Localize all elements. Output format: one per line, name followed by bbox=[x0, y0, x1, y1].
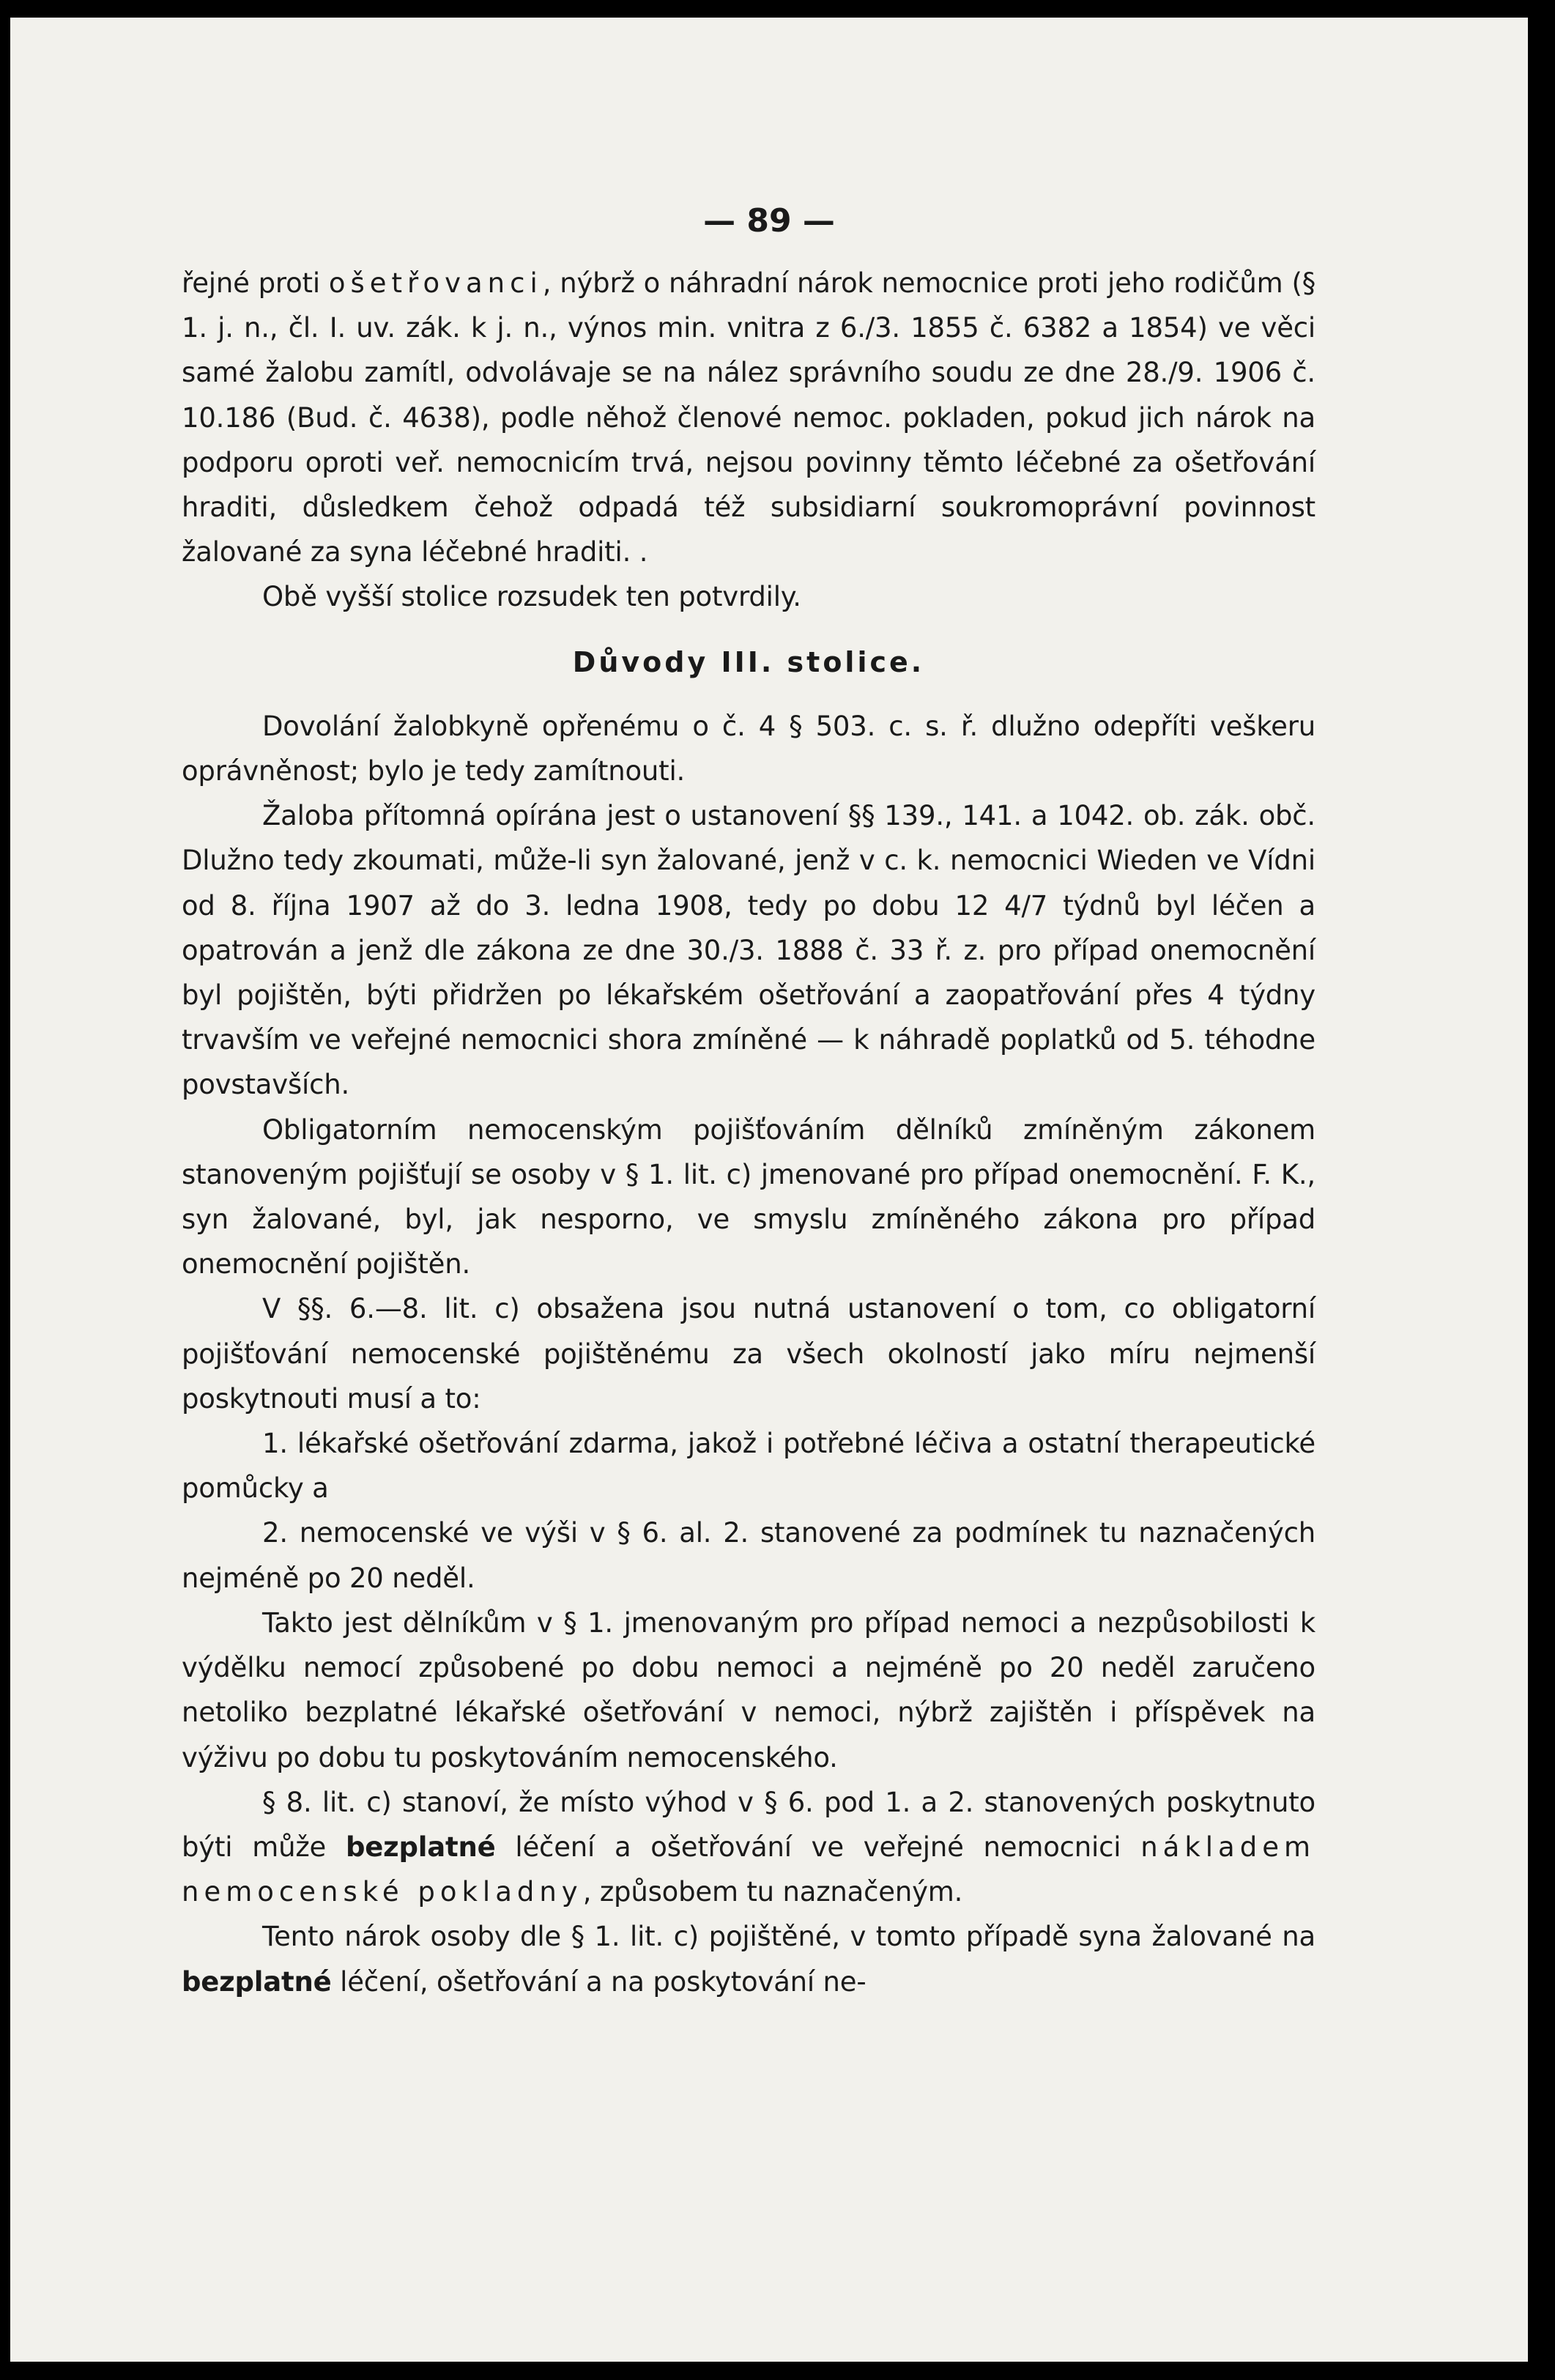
p9-text-b: léčení, ošetřování a na poskytování ne- bbox=[331, 1965, 866, 1998]
list-item-2: 2. nemocenské ve výši v § 6. al. 2. stanovené za podmínek tu naznačených nejméně po 20 neděl. bbox=[182, 1517, 1315, 1594]
intro-rest: , nýbrž o náhradní nárok nemocnice proti jeho rodičům (§ 1. j. n., čl. I. uv. zák. k j. n., výnos min. vnitra z 6./3. 1855 č. 6382 a 1854) ve věci samé žalobu zamítl, odvolávaje se na nález správního soudu ze dne 28./9. 1906 č. 10.186 (Bud. č. 4638), podle něhož členové nemoc. pokladen, pokud jich nárok na podporu oproti veř. nemocnicím trvá, nejsou povinny těmto léčebné za ošetřování hraditi, důsledkem čehož odpadá též subsidiarní soukromoprávní povinnost žalované za syna léčebné hraditi. . bbox=[182, 267, 1315, 568]
intro-spaced-word: ošetřovanci bbox=[328, 267, 543, 299]
paragraph-3: Obligatorním nemocenským pojišťováním dělníků zmíněným zákonem stanoveným pojišťují se osoby v § 1. lit. c) jmenované pro případ onemocnění. F. K., syn žalované, byl, jak nesporno, ve smyslu zmíněného zákona pro případ onemocnění pojištěn. bbox=[182, 1113, 1315, 1280]
page-number: — 89 — bbox=[703, 202, 835, 240]
p8-text-b: léčení a ošetřování ve veřejné nemocnici bbox=[495, 1831, 1141, 1863]
list-item-1: 1. lékařské ošetřování zdarma, jakož i potřebné léčiva a ostatní therapeutické pomůcky a bbox=[182, 1428, 1315, 1505]
intro-lead: řejné proti bbox=[182, 267, 329, 299]
p9-text-a: Tento nárok osoby dle § 1. lit. c) pojištěné, v tomto případě syna žalované na bbox=[262, 1921, 1315, 1953]
paragraph-2: Žaloba přítomná opírána jest o ustanovení §§ 139., 141. a 1042. ob. zák. obč. Dlužno tedy zkoumati, může-li syn žalované, jenž v c. k. nemocnici Wieden ve Vídni od 8. října 1907 až do 3. ledna 1908, tedy po dobu 12 4/7 týdnů byl léčen a opatrován a jenž dle zákona ze dne 30./3. 1888 č. 33 ř. z. pro případ onemocnění byl pojištěn, býti přidržen po lékařském ošetřování a zaopatřování přes 4 týdny trvavším ve veřejné nemocnici shora zmíněné — k náhradě poplatků od 5. téhodne povstavších. bbox=[182, 800, 1315, 1101]
paragraph-9 bbox=[182, 1914, 1315, 2003]
confirm-paragraph: Obě vyšší stolice rozsudek ten potvrdily. bbox=[262, 581, 801, 613]
paragraph-8 bbox=[182, 1780, 1315, 1915]
p9-bold: bezplatné bbox=[182, 1965, 332, 1998]
scan-border bbox=[1528, 0, 1555, 2380]
paragraph-7: Takto jest dělníkům v § 1. jmenovaným pro případ nemoci a nezpůsobilosti k výdělku nemocí způsobené po dobu nemoci a nejméně po 20 neděl zaručeno netoliko bezplatné lékařské ošetřování v nemoci, nýbrž zajištěn i příspěvek na výživu po dobu tu poskytováním nemocenského. bbox=[182, 1606, 1315, 1773]
p8-spaced: nákladem nemocenské pokladny bbox=[182, 1831, 1315, 1908]
paragraph-4: V §§. 6.—8. lit. c) obsažena jsou nutná ustanovení o tom, co obligatorní pojišťování nemocenské pojištěnému za všech okolností jako míru nejmenší poskytnouti musí a to: bbox=[182, 1293, 1315, 1415]
intro-paragraph bbox=[182, 261, 1315, 574]
p8-text-c: , způsobem tu naznačeným. bbox=[582, 1876, 963, 1908]
p8-text-a: § 8. lit. c) stanoví, že místo výhod v § 6. pod 1. a 2. stanovených poskytnuto býti může bbox=[182, 1786, 1315, 1863]
p8-bold: bezplatné bbox=[345, 1831, 496, 1863]
main-text bbox=[182, 261, 1315, 2004]
section-heading: Důvody III. stolice. bbox=[572, 645, 925, 678]
paragraph-1: Dovolání žalobkyně opřenému o č. 4 § 503. c. s. ř. dlužno odepříti veškeru oprávněnost; bylo je tedy zamítnouti. bbox=[182, 710, 1315, 787]
book-page bbox=[10, 18, 1528, 2362]
